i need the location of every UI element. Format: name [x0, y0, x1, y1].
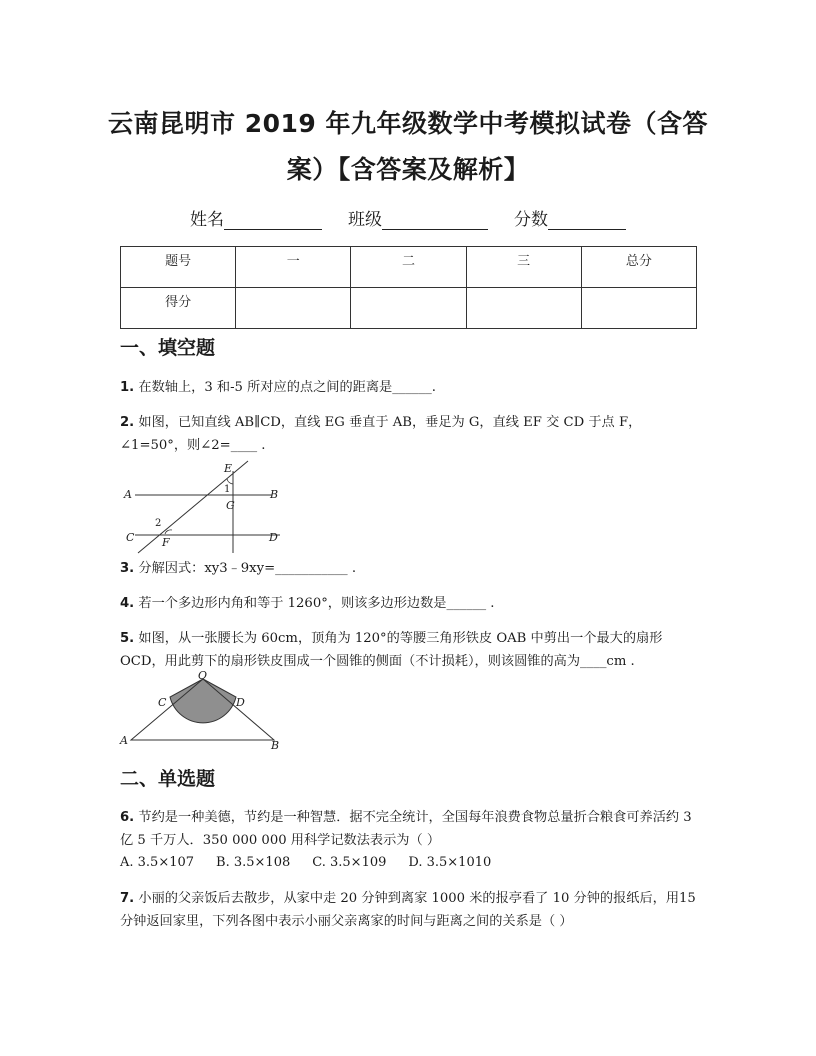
- fig-label: C: [126, 531, 135, 544]
- question-text: 分解因式：xy3﹣9xy=___________ .: [138, 561, 357, 576]
- row-label-cell: 得分: [121, 288, 236, 329]
- fig-label: A: [124, 488, 132, 501]
- question-number: 3.: [120, 561, 135, 576]
- question-text: 若一个多边形内角和等于 1260°，则该多边形边数是______ .: [138, 596, 495, 611]
- fig-label: D: [236, 696, 245, 709]
- question-6: [120, 806, 700, 852]
- name-field[interactable]: [190, 205, 322, 230]
- question-7: [120, 887, 700, 933]
- score-cell[interactable]: [351, 288, 466, 329]
- section-heading-fill-blank: 一、填空题: [120, 337, 216, 359]
- fig-label: 1: [224, 484, 231, 495]
- header-cell: 总分: [581, 247, 696, 288]
- fig-label: O: [198, 670, 208, 682]
- question-5: [120, 627, 700, 673]
- question-6-options: [120, 855, 491, 870]
- question-number: 4.: [120, 596, 135, 611]
- header-cell: 三: [466, 247, 581, 288]
- student-info-row: [0, 205, 816, 230]
- fig-label: G: [226, 499, 235, 512]
- fig-label: B: [271, 739, 280, 752]
- section-heading-single-choice: 二、单选题: [120, 768, 216, 790]
- question-1: [120, 376, 700, 399]
- question-2: [120, 411, 700, 457]
- name-label: 姓名: [190, 210, 224, 230]
- question-text: 如图，从一张腰长为 60cm，顶角为 120°的等腰三角形铁皮 OAB 中剪出一个最大的扇形 OCD，用此剪下的扇形铁皮围成一个圆锥的侧面（不计损耗），则该圆锥的高为____cm .: [120, 631, 663, 669]
- fig-label: F: [162, 536, 170, 549]
- fig-label: B: [270, 488, 279, 501]
- question-text: 在数轴上，3 和-5 所对应的点之间的距离是______.: [138, 380, 436, 395]
- question-text: 节约是一种美德，节约是一种智慧．据不完全统计，全国每年浪费食物总量折合粮食可养活约 3 亿 5 千万人．350 000 000 用科学记数法表示为（ ）: [120, 810, 692, 848]
- question-3: [120, 557, 700, 580]
- score-cell[interactable]: [581, 288, 696, 329]
- question-number: 5.: [120, 631, 135, 646]
- option-d[interactable]: D. 3.5×1010: [408, 855, 492, 870]
- option-c[interactable]: C. 3.5×109: [312, 855, 387, 870]
- header-cell: 题号: [121, 247, 236, 288]
- question-text: 如图，已知直线 AB∥CD，直线 EG 垂直于 AB，垂足为 G，直线 EF 交 CD 于点 F，∠1=50°，则∠2=____ .: [120, 415, 642, 453]
- fig-label: A: [120, 734, 128, 747]
- header-cell: 一: [236, 247, 351, 288]
- fig-label: E: [224, 462, 233, 475]
- score-label: 分数: [514, 210, 548, 230]
- option-b[interactable]: B. 3.5×108: [216, 855, 291, 870]
- score-table-score-row: [121, 288, 697, 329]
- question-4: [120, 592, 700, 615]
- sector-triangle-figure: [118, 670, 288, 752]
- score-table-header-row: [121, 247, 697, 288]
- score-cell[interactable]: [466, 288, 581, 329]
- page-title: 云南昆明市 2019 年九年级数学中考模拟试卷（含答: [108, 109, 708, 138]
- question-number: 6.: [120, 810, 135, 825]
- question-text: 小丽的父亲饭后去散步，从家中走 20 分钟到离家 1000 米的报亭看了 10 分钟的报纸后，用15 分钟返回家里，下列各图中表示小丽父亲离家的时间与距离之间的关系是（ ）: [120, 891, 696, 929]
- fig-label: 2: [155, 518, 162, 529]
- fig-label: C: [158, 696, 167, 709]
- page-title-continued: 案）【含答案及解析】: [286, 155, 530, 184]
- fig-label: D: [269, 531, 278, 544]
- header-cell: 二: [351, 247, 466, 288]
- question-number: 2.: [120, 415, 135, 430]
- score-blank[interactable]: [548, 209, 626, 230]
- parallel-lines-figure: [120, 458, 285, 555]
- score-field[interactable]: [514, 205, 626, 230]
- class-label: 班级: [348, 210, 382, 230]
- score-table: [120, 246, 697, 329]
- class-field[interactable]: [348, 205, 488, 230]
- name-blank[interactable]: [224, 209, 322, 230]
- option-a[interactable]: A. 3.5×107: [120, 855, 195, 870]
- question-number: 7.: [120, 891, 135, 906]
- question-number: 1.: [120, 380, 135, 395]
- class-blank[interactable]: [382, 209, 488, 230]
- score-cell[interactable]: [236, 288, 351, 329]
